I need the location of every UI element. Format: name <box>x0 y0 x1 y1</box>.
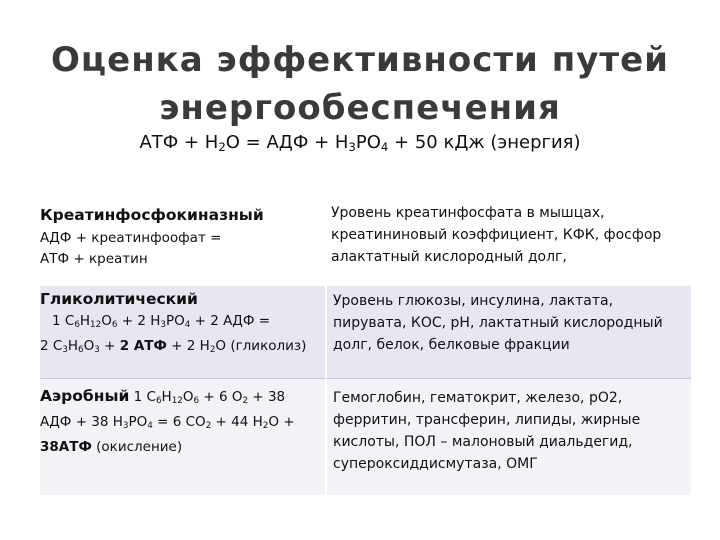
pathway-cell <box>40 194 325 286</box>
reaction-line: Аэробный 1 $С_6Н_{12}О_6 + 6$ $О_2 + 38$ <box>40 387 286 407</box>
slide-title <box>0 36 720 132</box>
reaction-line: 38АТФ (окисление) <box>40 439 183 456</box>
reaction-line: АДФ + креатинфоофат = <box>40 230 222 246</box>
marker-line: долг, белок, белковые фракции <box>333 337 570 353</box>
marker-line: Гемоглобин, гематокрит, железо, рО2, <box>333 390 623 406</box>
markers-cell <box>325 286 691 378</box>
markers-cell <box>325 194 691 286</box>
marker-line: кислоты, ПОЛ – малоновый диальдегид, <box>333 434 633 450</box>
table-row-aerobic <box>40 378 691 495</box>
pathway-heading: Гликолитический <box>40 290 198 308</box>
atp-hydrolysis-formula: АТФ + $Н_2О$ = АДФ + $Н_3РО_4 + 50$ кДж (энергия) <box>139 132 581 154</box>
reaction-line: 1 $С_6Н_{12}О_6 + 2$ $Н_3РО_4 + 2$ АДФ = <box>52 313 271 331</box>
pathway-cell <box>40 378 325 495</box>
table-row-glycolytic <box>40 286 691 378</box>
reaction-line: 2 $С_3Н_6О_3 + 2$ АТФ + 2 $Н_2О$ (гликолиз) <box>40 338 307 356</box>
title-line-1: Оценка эффективности путей <box>51 40 669 80</box>
marker-line: алактатный кислородный долг, <box>331 249 567 265</box>
marker-line: ферритин, трансферин, липиды, жирные <box>333 412 641 428</box>
table-row-creatine <box>40 194 691 286</box>
pathway-heading: Креатинфосфокиназный <box>40 206 264 224</box>
marker-line: креатининовый коэффициент, КФК, фосфор <box>331 227 662 243</box>
reaction-line: АДФ + 38 $Н_3РО_4 = 6$ $СО_2 + 44$ $Н_2О$ + <box>40 414 295 432</box>
marker-line: супероксиддисмутаза, ОМГ <box>333 456 538 472</box>
title-line-2: энергообеспечения <box>159 88 561 128</box>
marker-line: Уровень глюкозы, инсулина, лактата, <box>333 293 614 309</box>
markers-cell <box>325 378 691 495</box>
energy-pathways-table <box>40 194 691 495</box>
pathway-cell <box>40 286 325 378</box>
pathway-heading: Аэробный <box>40 387 130 405</box>
reaction-line: АТФ + креатин <box>40 251 148 267</box>
marker-line: Уровень креатинфосфата в мышцах, <box>331 205 605 221</box>
marker-line: пирувата, КОС, рН, лактатный кислородный <box>333 315 663 331</box>
